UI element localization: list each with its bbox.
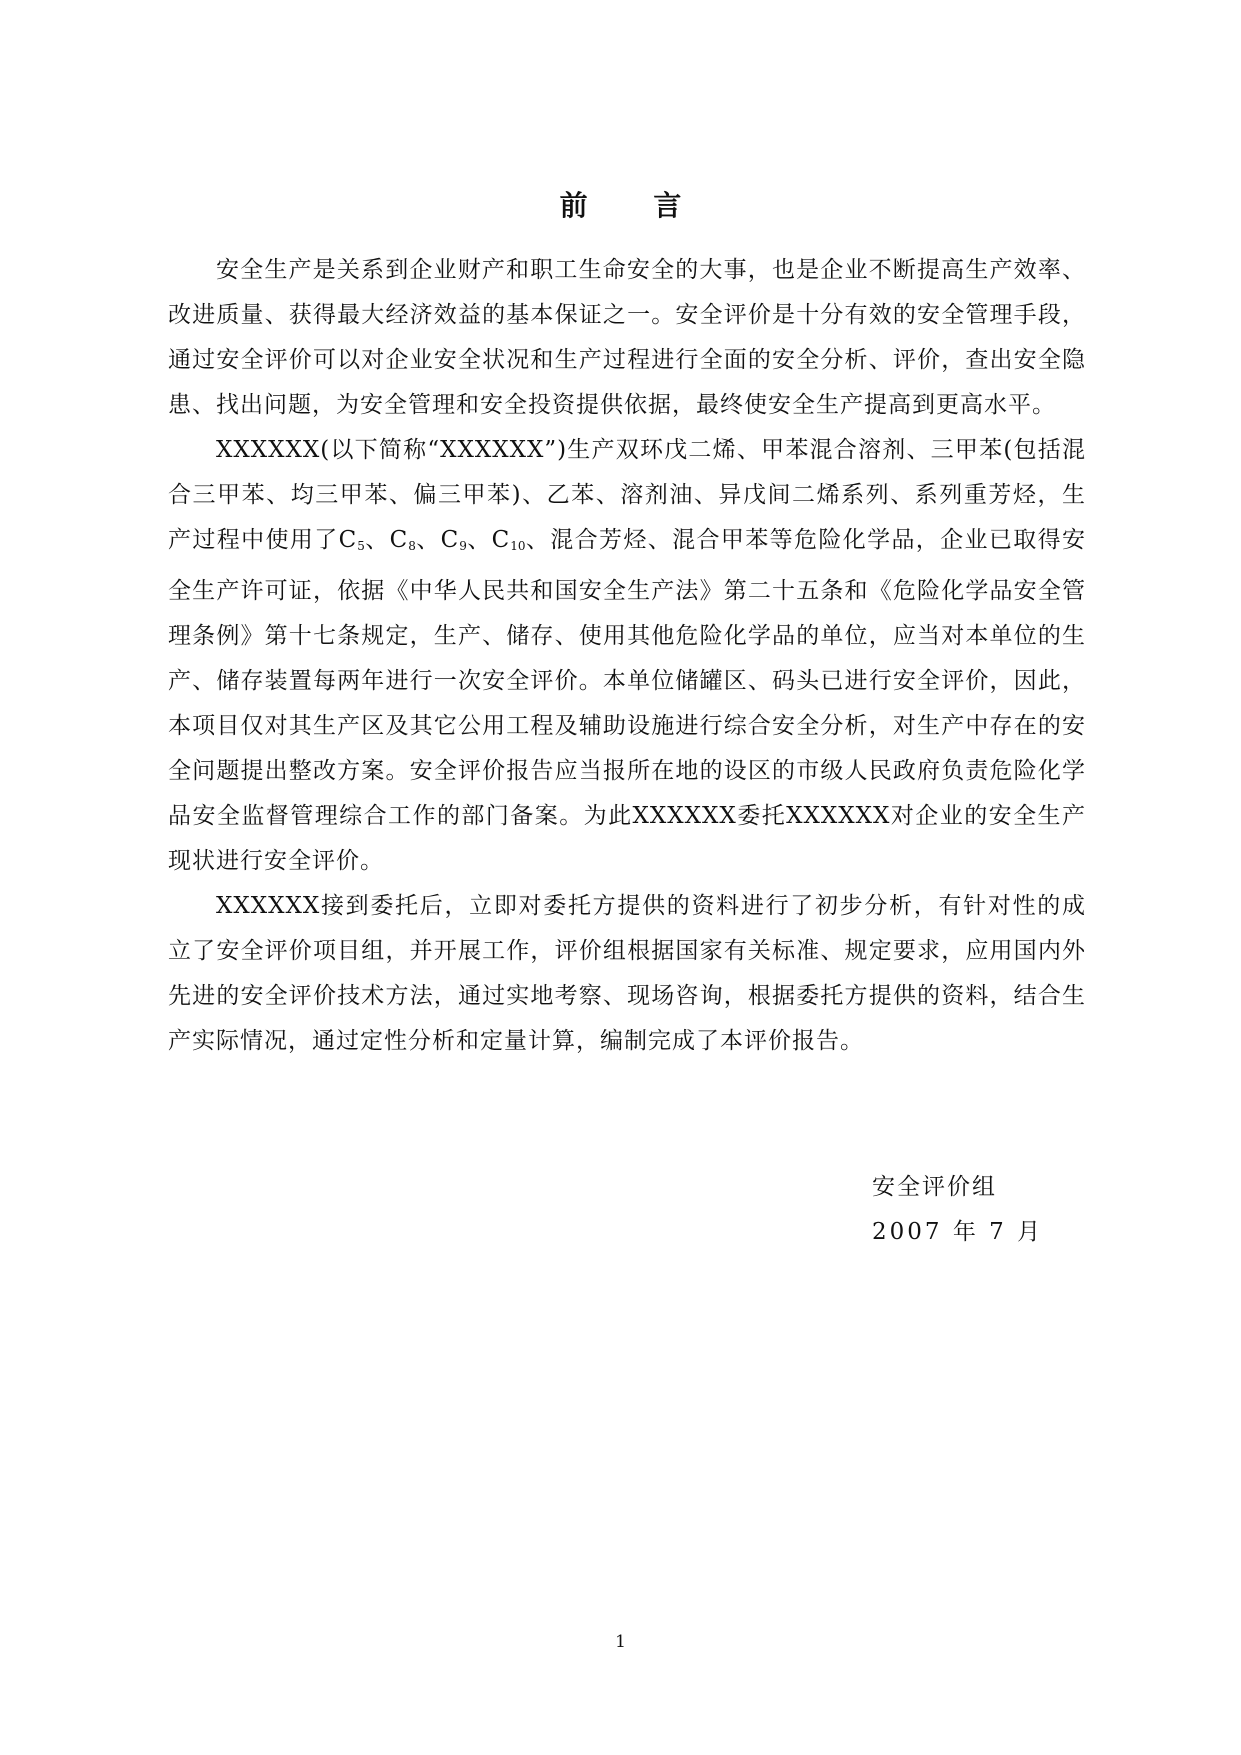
subscript-9: 9 <box>459 539 467 553</box>
chemical-c5 <box>339 527 365 553</box>
chemical-symbol: C <box>440 527 460 553</box>
document-body <box>168 248 1086 1064</box>
subscript-10: 10 <box>510 539 526 553</box>
chemical-c9 <box>441 527 467 553</box>
subscript-5: 5 <box>357 539 365 553</box>
separator: 、 <box>415 527 441 553</box>
page-title: 前 言 <box>559 189 710 222</box>
chemical-symbol: C <box>338 527 358 553</box>
subscript-8: 8 <box>408 539 416 553</box>
chemical-symbol: C <box>389 527 409 553</box>
signature-organization: 安全评价组 <box>872 1174 997 1200</box>
paragraph-company-background <box>168 428 1086 884</box>
page-number: 1 <box>615 1632 626 1652</box>
chemical-symbol: C <box>491 527 511 553</box>
signature-date: 2007 年 7 月 <box>872 1219 1044 1245</box>
signature-block <box>872 1165 1043 1255</box>
paragraph-company-text-part1: XXXXXX(以下简称“XXXXXX”)生产双环戊二烯、甲苯混合溶剂、三甲苯(包括混合三甲苯、均三甲苯、偏三甲苯)、乙苯、溶剂油、异戊间二烯系列、系列重芳烃，生产过程中使用了 <box>168 437 1086 553</box>
paragraph-intro: 安全生产是关系到企业财产和职工生命安全的大事，也是企业不断提高生产效率、改进质量、获得最大经济效益的基本保证之一。安全评价是十分有效的安全管理手段，通过安全评价可以对企业安全状况和生产过程进行全面的安全分析、评价，查出安全隐患、找出问题，为安全管理和安全投资提供依据，最终使安全生产提高到更高水平。 <box>168 257 1086 418</box>
paragraph-evaluation-process: XXXXXX接到委托后，立即对委托方提供的资料进行了初步分析，有针对性的成立了安全评价项目组，并开展工作，评价组根据国家有关标准、规定要求，应用国内外先进的安全评价技术方法，通过实地考察、现场咨询，根据委托方提供的资料，结合生产实际情况，通过定性分析和定量计算，编制完成了本评价报告。 <box>168 893 1086 1054</box>
chemical-c8 <box>390 527 416 553</box>
separator: 、 <box>364 527 390 553</box>
separator: 、 <box>466 527 492 553</box>
paragraph-company-text-part2: 、混合芳烃、混合甲苯等危险化学品，企业已取得安全生产许可证，依据《中华人民共和国安全生产法》第二十五条和《危险化学品安全管理条例》第十七条规定，生产、储存、使用其他危险化学品的单位，应当对本单位的生产、储存装置每两年进行一次安全评价。本单位储罐区、码头已进行安全评价，因此，本项目仅对其生产区及其它公用工程及辅助设施进行综合安全分析，对生产中存在的安全问题提出整改方案。安全评价报告应当报所在地的设区的市级人民政府负责危险化学品安全监督管理综合工作的部门备案。为此XXXXXX委托XXXXXX对企业的安全生产现状进行安全评价。 <box>168 527 1087 874</box>
chemical-c10 <box>492 527 526 553</box>
